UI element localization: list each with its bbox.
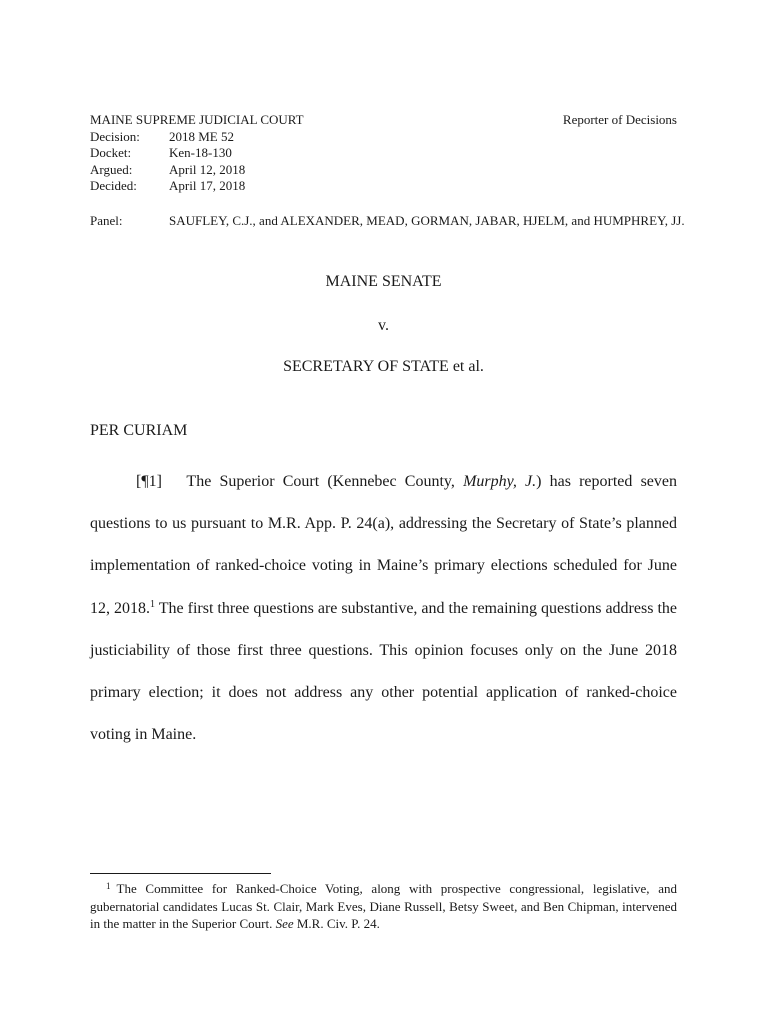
case-header (90, 112, 520, 195)
decided-row (90, 178, 520, 195)
caption-plaintiff: MAINE SENATE (325, 273, 442, 290)
footnote-text-a: The Committee for Ranked-Choice Voting, along with prospective congressional, legislative, and gubernatorial candidates Lucas St. Clair, Mark Eves, Diane Russell, Betsy Sweet, and Ben Chipman, intervened in the matter in the Superior Court. (90, 881, 677, 931)
caption-versus: v. (378, 317, 389, 334)
decision-row (90, 129, 520, 146)
docket-row (90, 145, 520, 162)
footnote-see: See (275, 916, 294, 931)
paragraph-text-c: The first three questions are substantive, and the remaining questions address the justiciability of those first three questions. This opinion focuses only on the June 2018 primary election; it does not address any other potential application of ranked-choice voting in Maine. (90, 599, 677, 744)
caption-defendant: SECRETARY OF STATE et al. (283, 358, 484, 375)
argued-row (90, 162, 520, 179)
footnote-reference[interactable]: 1 (150, 598, 156, 610)
panel-row (90, 213, 690, 229)
decision-label: Decision: (90, 128, 140, 144)
paragraph-text-a: The Superior Court (Kennebec County, (186, 473, 464, 490)
footnote-text-b: M.R. Civ. P. 24. (293, 916, 380, 931)
argued-value: April 12, 2018 (169, 161, 246, 177)
footnote-divider (90, 873, 271, 874)
reporter-of-decisions: Reporter of Decisions (562, 112, 677, 127)
docket-value: Ken-18-130 (169, 145, 232, 160)
decided-label: Decided: (90, 178, 137, 193)
paragraph-text-b: ) has reported seven questions to us pursuant to M.R. App. P. 24(a), addressing the Secretary of State’s planned implementation of ranked-choice voting in Maine’s primary elections scheduled for June 12, 2018. (90, 473, 678, 617)
decision-value: 2018 ME 52 (169, 128, 234, 144)
decided-value: April 17, 2018 (169, 178, 246, 193)
court-name: MAINE SUPREME JUDICIAL COURT (90, 112, 304, 127)
argued-label: Argued: (90, 161, 133, 177)
opinion-heading: PER CURIAM (90, 422, 188, 439)
footnote-number: 1 (106, 881, 111, 891)
panel-value: SAUFLEY, C.J., and ALEXANDER, MEAD, GORMAN, JABAR, HJELM, and HUMPHREY, JJ. (169, 213, 685, 228)
footnote-1 (90, 880, 677, 933)
docket-label: Docket: (90, 145, 132, 160)
panel-label: Panel: (90, 213, 123, 228)
paragraph-mark: [¶1] (136, 473, 162, 490)
judge-name: Murphy, J. (463, 473, 537, 490)
opinion-paragraph-1 (90, 461, 677, 756)
